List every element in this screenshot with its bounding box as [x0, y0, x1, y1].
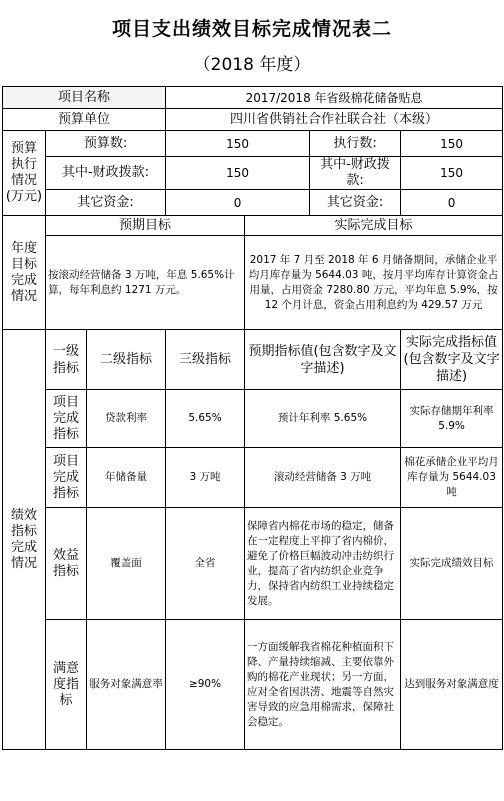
- budget-other-label: 其它资金:: [46, 190, 166, 216]
- project-name-label: 项目名称: [3, 87, 166, 109]
- table-row: [3, 390, 503, 448]
- perf-section-label: 绩效指标完成情况: [3, 330, 46, 750]
- perf-actual-value: 实际存储期年利率 5.9%: [401, 390, 503, 448]
- budget-row-fiscal: [3, 157, 503, 190]
- budget-fiscal-value: 150: [166, 157, 310, 190]
- budget-value: 150: [166, 131, 310, 157]
- perf-level3: 3 万吨: [166, 448, 245, 508]
- perf-level2: 覆盖面: [87, 508, 166, 620]
- perf-expected-value: 滚动经营储备 3 万吨: [245, 448, 401, 508]
- perf-actual-value: 实际完成绩效目标: [401, 508, 503, 620]
- perf-header-row: [3, 330, 503, 390]
- perf-level1: 项目完成指标: [46, 390, 87, 448]
- budget-row-total: [3, 131, 503, 157]
- perf-level3: ≥90%: [166, 620, 245, 750]
- expected-goal-text: 按滚动经营储备 3 万吨，年息 5.65%计算，每年利息约 1271 万元。: [46, 236, 245, 330]
- budget-unit-value: 四川省供销社合作社联合社（本级）: [166, 109, 503, 131]
- actual-goal-text: 2017 年 7 月至 2018 年 6 月储备期间，承储企业平均月库存量为 5644.03 吨，按月平均库存计算资金占用量，占用资金 7280.80 万元，平均年息 5.9%，按 12 个月计息，资金占用利息约为 429.57 万元: [245, 236, 503, 330]
- perf-header-actual: 实际完成指标值(包含数字及文字描述): [401, 330, 503, 390]
- perf-level1: 效益指标: [46, 508, 87, 620]
- perf-level2: 年储备量: [87, 448, 166, 508]
- perf-level2: 服务对象满意率: [87, 620, 166, 750]
- budget-fiscal-label: 其中-财政拨款:: [46, 157, 166, 190]
- executed-fiscal-label: 其中-财政拨款:: [310, 157, 401, 190]
- perf-header-level3: 三级指标: [166, 330, 245, 390]
- executed-fiscal-value: 150: [401, 157, 503, 190]
- perf-level3: 全省: [166, 508, 245, 620]
- actual-goal-header: 实际完成目标: [245, 216, 503, 236]
- budget-section-label: 预算执行情况(万元): [3, 131, 46, 216]
- executed-other-value: 0: [401, 190, 503, 216]
- perf-header-level1: 一级指标: [46, 330, 87, 390]
- executed-value: 150: [401, 131, 503, 157]
- budget-other-value: 0: [166, 190, 310, 216]
- performance-table: [2, 86, 503, 750]
- perf-actual-value: 达到服务对象满意度: [401, 620, 503, 750]
- table-row: [3, 448, 503, 508]
- budget-row-other: [3, 190, 503, 216]
- perf-actual-value: 棉花承储企业平均月库存量为 5644.03 吨: [401, 448, 503, 508]
- perf-expected-value: 一方面缓解我省棉花种植面积下降、产量持续缩减、主要依靠外购的棉花产业现状；另一方面，应对全省因洪涝、地震等自然灾害导致的应急用棉需求，保障社会稳定。: [245, 620, 401, 750]
- perf-level1: 满意度指标: [46, 620, 87, 750]
- report-title: 项目支出绩效目标完成情况表二: [111, 18, 392, 40]
- budget-unit-row: [3, 109, 503, 131]
- table-row: [3, 620, 503, 750]
- perf-expected-value: 预计年利率 5.65%: [245, 390, 401, 448]
- project-name-row: [3, 87, 503, 109]
- perf-level3: 5.65%: [166, 390, 245, 448]
- perf-expected-value: 保障省内棉花市场的稳定，储备在一定程度上平抑了省内棉价，避免了价格巨幅波动冲击纺织行业，提高了省内纺织企业竞争力，保持省内纺织工业持续稳定发展。: [245, 508, 401, 620]
- perf-header-expected: 预期指标值(包含数字及文字描述): [245, 330, 401, 390]
- perf-level2: 贷款利率: [87, 390, 166, 448]
- budget-unit-label: 预算单位: [3, 109, 166, 131]
- perf-level1: 项目完成指标: [46, 448, 87, 508]
- annual-content-row: [3, 236, 503, 330]
- report-year: （2018 年度）: [193, 55, 311, 75]
- budget-label: 预算数:: [46, 131, 166, 157]
- annual-section-label: 年度目标完成情况: [3, 216, 46, 330]
- executed-other-label: 其它资金:: [310, 190, 401, 216]
- perf-header-level2: 二级指标: [87, 330, 166, 390]
- table-row: [3, 508, 503, 620]
- annual-header-row: [3, 216, 503, 236]
- project-name-value: 2017/2018 年省级棉花储备贴息: [166, 87, 503, 109]
- executed-label: 执行数:: [310, 131, 401, 157]
- expected-goal-header: 预期目标: [46, 216, 245, 236]
